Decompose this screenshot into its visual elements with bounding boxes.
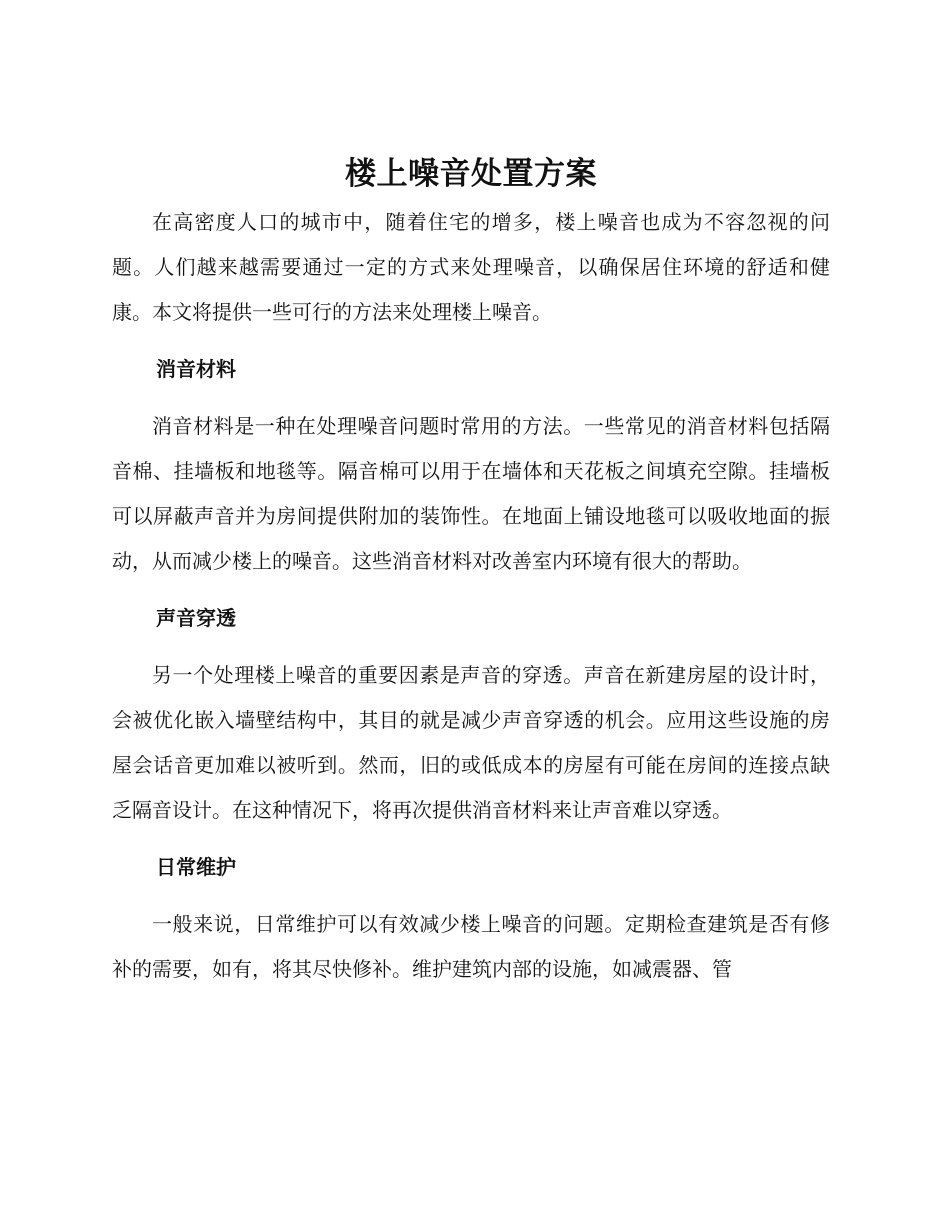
section-body-sound-materials: 消音材料是一种在处理噪音问题时常用的方法。一些常见的消音材料包括隔音棉、挂墙板和地毯等。隔音棉可以用于在墙体和天花板之间填充空隙。挂墙板可以屏蔽声音并为房间提供附加的装饰性。在地面上铺设地毯可以吸收地面的振动，从而减少楼上的噪音。这些消音材料对改善室内环境有很大的帮助。 — [112, 414, 830, 573]
section-heading-sound-materials: 消音材料 — [156, 357, 236, 381]
section-heading-sound-penetration: 声音穿透 — [156, 606, 236, 630]
document-title: 楼上噪音处置方案 — [345, 156, 597, 192]
intro-paragraph: 在高密度人口的城市中，随着住宅的增多，楼上噪音也成为不容忽视的问题。人们越来越需要通过一定的方式来处理噪音，以确保居住环境的舒适和健康。本文将提供一些可行的方法来处理楼上噪音。 — [112, 210, 830, 324]
section-body-sound-penetration: 另一个处理楼上噪音的重要因素是声音的穿透。声音在新建房屋的设计时，会被优化嵌入墙壁结构中，其目的就是减少声音穿透的机会。应用这些设施的房屋会话音更加难以被听到。然而，旧的或低成本的房屋有可能在房间的连接点缺乏隔音设计。在这种情况下，将再次提供消音材料来让声音难以穿透。 — [112, 663, 830, 822]
document-page — [112, 150, 830, 992]
section-body-daily-maintenance: 一般来说，日常维护可以有效减少楼上噪音的问题。定期检查建筑是否有修补的需要，如有，将其尽快修补。维护建筑内部的设施，如减震器、管 — [112, 912, 830, 981]
section-heading-daily-maintenance: 日常维护 — [156, 855, 236, 879]
